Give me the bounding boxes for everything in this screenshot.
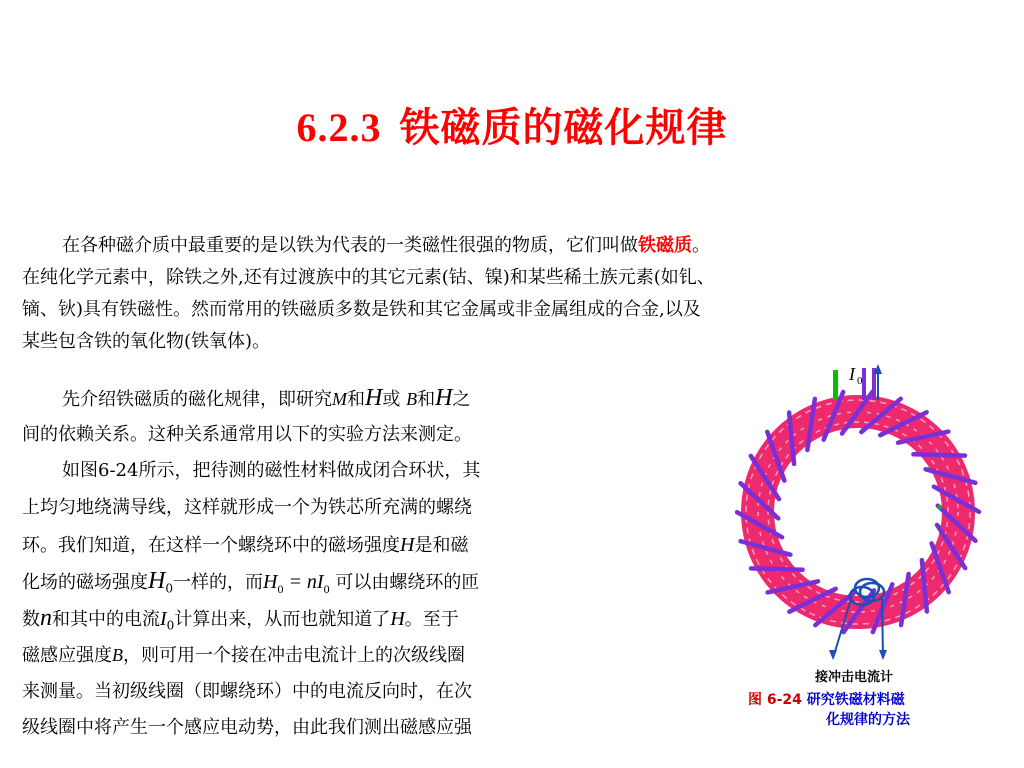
- text-line: 来测量。当初级线圈（即螺绕环）中的电流反向时，在次: [22, 680, 472, 702]
- section-title: 铁磁质的磁化规律: [399, 104, 728, 151]
- symbol-H0: H: [148, 568, 166, 595]
- symbol-H: H: [435, 385, 453, 411]
- text-line: 磁感应强度B，则可用一个接在冲击电流计上的次级线圈: [22, 644, 465, 666]
- text-line: 化场的磁场强度$H_0$一样的，而$H_0 = nI_0$ 可以由螺绕环的匝: [22, 568, 480, 597]
- text-span: 在各种磁介质中最重要的是以铁为代表的一类磁性很强的物质，它们叫做: [62, 235, 638, 256]
- arrow-head: [829, 650, 837, 660]
- caption-text: 研究铁磁材料磁: [801, 692, 905, 708]
- text-span: 。: [692, 235, 710, 256]
- highlight-term: 铁磁质: [638, 235, 692, 256]
- text-line: 如图6-24所示，把待测的磁性材料做成闭合环状，其: [62, 460, 481, 482]
- symbol-M: M: [332, 389, 347, 409]
- symbol-B: B: [112, 644, 123, 665]
- symbol-n: n: [40, 605, 52, 632]
- secondary-wire-right: [882, 596, 883, 658]
- text-line: 镝、钬)具有铁磁性。然而常用的铁磁质多数是铁和其它金属或非金属组成的合金,以及: [22, 299, 701, 320]
- text-line: 某些包含铁的氧化物(铁氧体)。: [22, 331, 271, 352]
- winding-contact: [938, 505, 942, 509]
- current-label: I: [849, 364, 855, 384]
- galvanometer-label: 接冲击电流计: [815, 670, 894, 685]
- text-line: 间的依赖关系。这种关系通常用以下的实验方法来测定。: [22, 423, 472, 445]
- text-line: 在纯化学元素中，除铁之外,还有过渡族中的其它元素(钴、镍)和某些稀土族元素(如钆、: [22, 267, 715, 288]
- toroid-diagram: [735, 360, 1015, 690]
- lead-green: [833, 370, 838, 400]
- winding-turn: [751, 568, 803, 569]
- current-subscript: 0: [857, 375, 863, 387]
- symbol-B: B: [406, 389, 418, 409]
- figure-caption: [748, 690, 1008, 730]
- symbol-H: H: [390, 608, 405, 631]
- lead-purple: [862, 368, 866, 400]
- text-line: 级线圈中将产生一个感应电动势，由此我们测出磁感应强: [22, 717, 472, 739]
- section-number: 6.2.3: [296, 105, 382, 150]
- symbol-H: H: [400, 533, 415, 556]
- symbol-I0: I: [160, 608, 167, 631]
- equation: $H_0 = nI_0$: [262, 571, 330, 597]
- arrow-head: [879, 650, 887, 660]
- caption-text: 化规律的方法: [826, 712, 910, 728]
- toroid-figure: [735, 360, 1015, 690]
- text-line: 上均匀地绕满导线，这样就形成一个为铁芯所充满的螺绕: [22, 497, 472, 519]
- page-title: [0, 96, 1024, 153]
- winding-turn: [913, 454, 965, 455]
- text-line: 数n和其中的电流$I_0$计算出来，从而也就知道了H。至于: [22, 605, 459, 633]
- figure-number: 图 6-24: [748, 692, 802, 708]
- text-line: 先介绍铁磁质的磁化规律，即研究M和H或 B和H之: [62, 385, 471, 411]
- symbol-H: H: [365, 385, 383, 411]
- text-line: 环。我们知道，在这样一个螺绕环中的磁场强度H是和磁: [22, 533, 469, 556]
- body-column: [22, 380, 672, 747]
- intro-paragraph: [22, 230, 1012, 358]
